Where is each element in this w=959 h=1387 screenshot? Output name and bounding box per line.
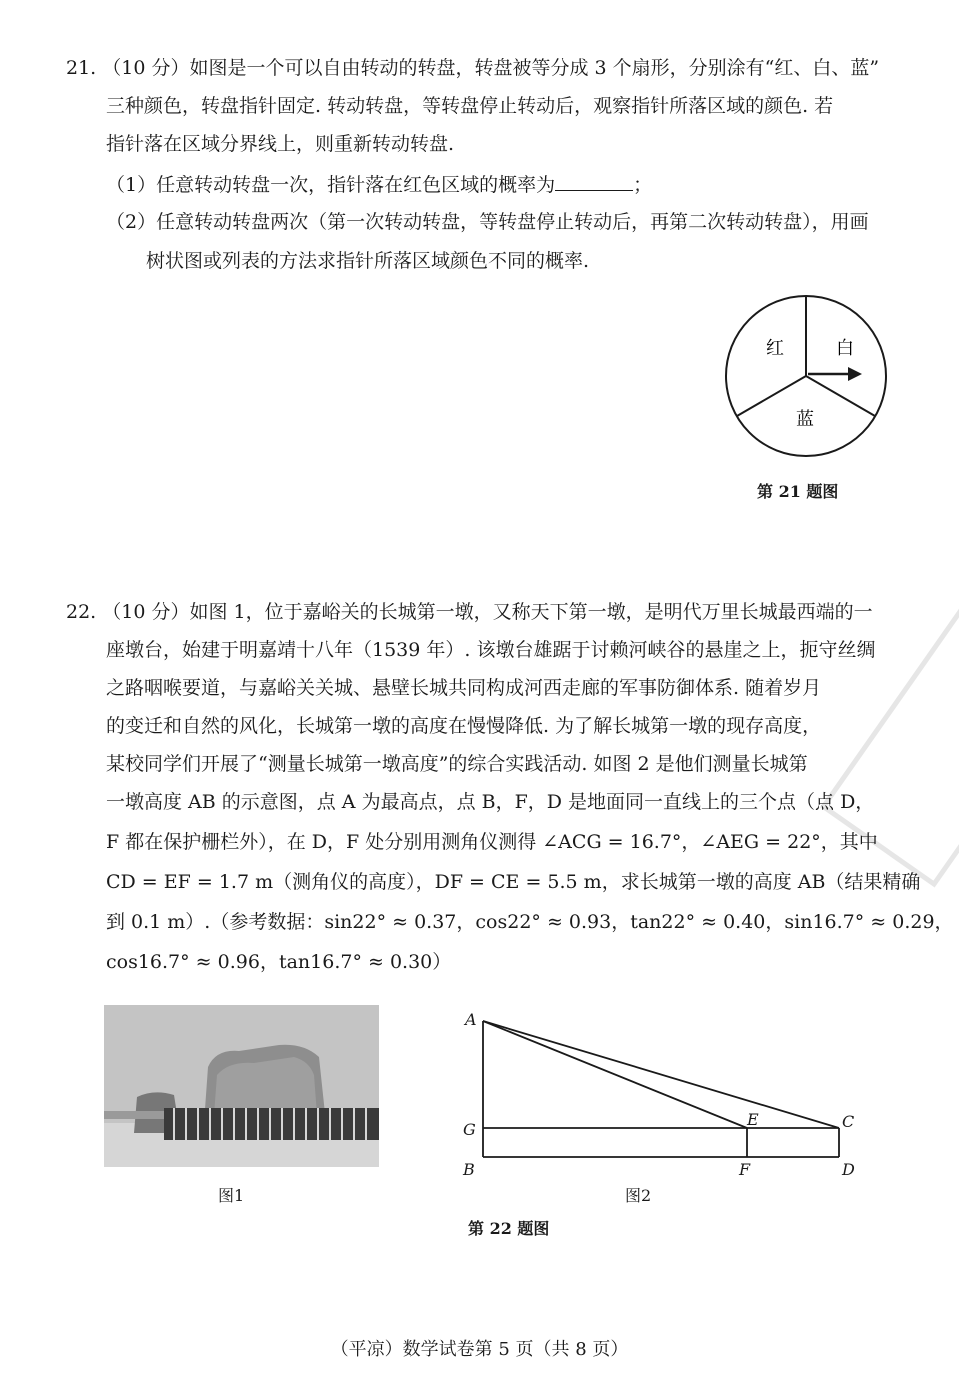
q21-part-1-text: （1）任意转动转盘一次，指针落在红色区域的概率为 xyxy=(106,174,556,196)
great-wall-watchtower-photo xyxy=(104,1005,379,1167)
answer-blank xyxy=(555,172,633,191)
q22-line-8: CD = EF = 1.7 m（测角仪的高度），DF = CE = 5.5 m，求长城第一墩的高度 AB（结果精确 xyxy=(106,871,921,893)
q22-line-3: 之路咽喉要道，与嘉峪关关城、悬壁长城共同构成河西走廊的军事防御体系. 随着岁月 xyxy=(106,677,822,699)
q22-line-9: 到 0.1 m）.（参考数据：sin22° ≈ 0.37，cos22° ≈ 0.93，tan22° ≈ 0.40，sin16.7° ≈ 0.29， xyxy=(106,911,954,933)
spinner-label-white: 白 xyxy=(836,338,854,359)
q21-part-2-line-1: （2）任意转动转盘两次（第一次转动转盘，等转盘停止转动后，再第二次转动转盘），用画 xyxy=(106,211,869,233)
point-label-C: C xyxy=(842,1112,855,1131)
spinner-divider-right xyxy=(806,376,875,416)
q22-line-7: F 都在保护栅栏外），在 D，F 处分别用测角仪测得 ∠ACG = 16.7°，∠AEG = 22°，其中 xyxy=(106,831,878,853)
q22-figure-caption: 第 22 题图 xyxy=(468,1219,550,1238)
point-label-B: B xyxy=(463,1160,475,1179)
q21-part-1 xyxy=(106,172,652,197)
measurement-diagram xyxy=(455,1005,875,1185)
page-footer: （平凉）数学试卷第 5 页（共 8 页） xyxy=(330,1339,629,1360)
q22-line-4: 的变迁和自然的风化，长城第一墩的高度在慢慢降低. 为了解长城第一墩的现存高度， xyxy=(106,715,822,737)
segment-AC xyxy=(483,1021,839,1128)
q21-figure-caption: 第 21 题图 xyxy=(757,482,839,501)
q21-part-1-end: ； xyxy=(633,174,653,196)
q22-line-2: 座墩台，始建于明嘉靖十八年（1539 年）. 该墩台雄踞于讨赖河峡谷的悬崖之上，扼守丝绸 xyxy=(106,639,876,661)
q21-line-3: 指针落在区域分界线上，则重新转动转盘. xyxy=(106,133,455,155)
q21-line-1: 21. （10 分）如图是一个可以自由转动的转盘，转盘被等分成 3 个扇形，分别涂有“红、白、蓝” xyxy=(66,57,880,79)
figure-2-label: 图2 xyxy=(625,1186,652,1205)
figure-1-label: 图1 xyxy=(218,1186,245,1205)
q22-line-1: 22. （10 分）如图 1，位于嘉峪关的长城第一墩，又称天下第一墩，是明代万里长城最西端的一 xyxy=(66,601,873,623)
q22-line-6: 一墩高度 AB 的示意图，点 A 为最高点，点 B，F，D 是地面同一直线上的三个点（点 D， xyxy=(106,791,875,813)
segment-AE xyxy=(483,1021,747,1128)
point-label-A: A xyxy=(465,1010,477,1029)
spinner-diagram xyxy=(718,292,898,464)
spinner-label-blue: 蓝 xyxy=(796,409,814,430)
point-label-F: F xyxy=(739,1160,751,1179)
point-label-G: G xyxy=(463,1120,476,1139)
point-label-D: D xyxy=(842,1160,855,1179)
spinner-pointer-arrowhead xyxy=(848,367,862,381)
q21-part-2-line-2: 树状图或列表的方法求指针所落区域颜色不同的概率. xyxy=(146,250,590,272)
point-label-E: E xyxy=(747,1110,759,1129)
q22-line-10: cos16.7° ≈ 0.96，tan16.7° ≈ 0.30） xyxy=(106,951,452,973)
q22-line-5: 某校同学们开展了“测量长城第一墩高度”的综合实践活动. 如图 2 是他们测量长城第 xyxy=(106,753,808,775)
spinner-label-red: 红 xyxy=(766,338,784,359)
q21-line-2: 三种颜色，转盘指针固定. 转动转盘，等转盘停止转动后，观察指针所落区域的颜色. 若 xyxy=(106,95,834,117)
